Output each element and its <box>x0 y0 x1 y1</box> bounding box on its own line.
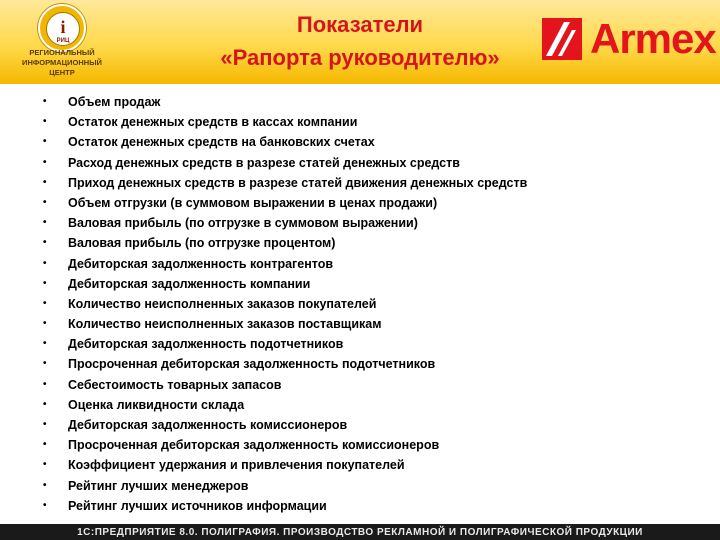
list-item <box>0 395 720 415</box>
bullet-icon: • <box>43 479 47 491</box>
bullet-icon: • <box>43 196 47 208</box>
indicator-list <box>0 92 720 516</box>
bullet-icon: • <box>43 378 47 390</box>
list-item <box>0 476 720 496</box>
list-item-text: Расход денежных средств в разрезе статей денежных средств <box>68 155 460 170</box>
ric-emblem-icon: i РИЦ <box>38 4 86 52</box>
bullet-icon: • <box>43 297 47 309</box>
ric-logo <box>14 4 110 80</box>
list-item <box>0 435 720 455</box>
list-item-text: Приход денежных средств в разрезе статей движения денежных средств <box>68 175 528 190</box>
bullet-icon: • <box>43 237 47 249</box>
bullet-icon: • <box>43 318 47 330</box>
list-item-text: Просроченная дебиторская задолженность комиссионеров <box>68 438 440 453</box>
ric-logo-line2: ИНФОРМАЦИОННЫЙ <box>22 58 102 67</box>
list-item-text: Дебиторская задолженность контрагентов <box>68 256 334 271</box>
slide-header <box>0 0 720 84</box>
title-line-2: «Рапорта руководителю» <box>220 45 500 70</box>
list-item <box>0 92 720 112</box>
list-item-text: Количество неисполненных заказов покупателей <box>68 296 377 311</box>
list-item <box>0 193 720 213</box>
list-item-text: Остаток денежных средств в кассах компании <box>68 115 358 130</box>
bullet-icon: • <box>43 398 47 410</box>
bullet-icon: • <box>43 257 47 269</box>
footer-text: 1С:ПРЕДПРИЯТИЕ 8.0. ПОЛИГРАФИЯ. ПРОИЗВОДСТВО РЕКЛАМНОЙ И ПОЛИГРАФИЧЕСКОЙ ПРОДУКЦИИ <box>77 527 643 538</box>
ric-logo-line1: РЕГИОНАЛЬНЫЙ <box>29 48 95 57</box>
title-line-1: Показатели <box>296 12 424 37</box>
list-item <box>0 294 720 314</box>
list-item <box>0 112 720 132</box>
bullet-icon: • <box>43 459 47 471</box>
list-item-text: Объем продаж <box>68 95 161 109</box>
list-item <box>0 496 720 516</box>
list-item <box>0 153 720 173</box>
bullet-icon: • <box>43 338 47 350</box>
list-item-text: Количество неисполненных заказов поставщикам <box>68 317 382 332</box>
list-item-text: Валовая прибыль (по отгрузке процентом) <box>68 236 336 251</box>
list-item <box>0 334 720 354</box>
bullet-icon: • <box>43 358 47 370</box>
slide-title <box>160 8 560 74</box>
ric-logo-text <box>14 48 110 78</box>
armex-logo-text: Armex <box>590 15 716 62</box>
list-item <box>0 254 720 274</box>
list-item-text: Остаток денежных средств на банковских счетах <box>68 135 375 150</box>
list-item-text: Рейтинг лучших источников информации <box>68 498 327 513</box>
list-item <box>0 375 720 395</box>
bullet-icon: • <box>43 217 47 229</box>
list-item-text: Просроченная дебиторская задолженность подотчетников <box>68 357 436 372</box>
bullet-icon: • <box>43 96 47 107</box>
bullet-icon: • <box>43 439 47 451</box>
footer-bar <box>0 524 720 540</box>
list-item <box>0 132 720 152</box>
list-item <box>0 213 720 233</box>
list-item-text: Рейтинг лучших менеджеров <box>68 478 249 493</box>
bullet-icon: • <box>43 419 47 430</box>
list-item-text: Валовая прибыль (по отгрузке в суммовом выражении) <box>68 216 418 231</box>
bullet-icon: • <box>43 176 47 188</box>
list-item <box>0 233 720 253</box>
list-item-text: Оценка ликвидности склада <box>68 397 245 412</box>
list-item <box>0 274 720 294</box>
bullet-icon: • <box>43 499 47 511</box>
list-item-text: Себестоимость товарных запасов <box>68 377 282 392</box>
list-item-text: Дебиторская задолженность компании <box>68 276 311 291</box>
bullet-icon: • <box>43 156 47 168</box>
list-item-text: Дебиторская задолженность комиссионеров <box>68 418 348 432</box>
list-item <box>0 455 720 475</box>
list-item-text: Объем отгрузки (в суммовом выражении в ценах продажи) <box>68 195 438 210</box>
list-item <box>0 314 720 334</box>
armex-logo <box>542 14 714 66</box>
bullet-icon: • <box>43 136 47 148</box>
bullet-icon: • <box>43 116 47 128</box>
list-item <box>0 415 720 435</box>
list-item <box>0 354 720 374</box>
list-item-text: Коэффициент удержания и привлечения покупателей <box>68 458 405 473</box>
bullet-icon: • <box>43 277 47 289</box>
list-item-text: Дебиторская задолженность подотчетников <box>68 337 344 352</box>
list-item <box>0 173 720 193</box>
ric-logo-line3: ЦЕНТР <box>49 68 75 77</box>
armex-mark-icon <box>542 18 582 60</box>
